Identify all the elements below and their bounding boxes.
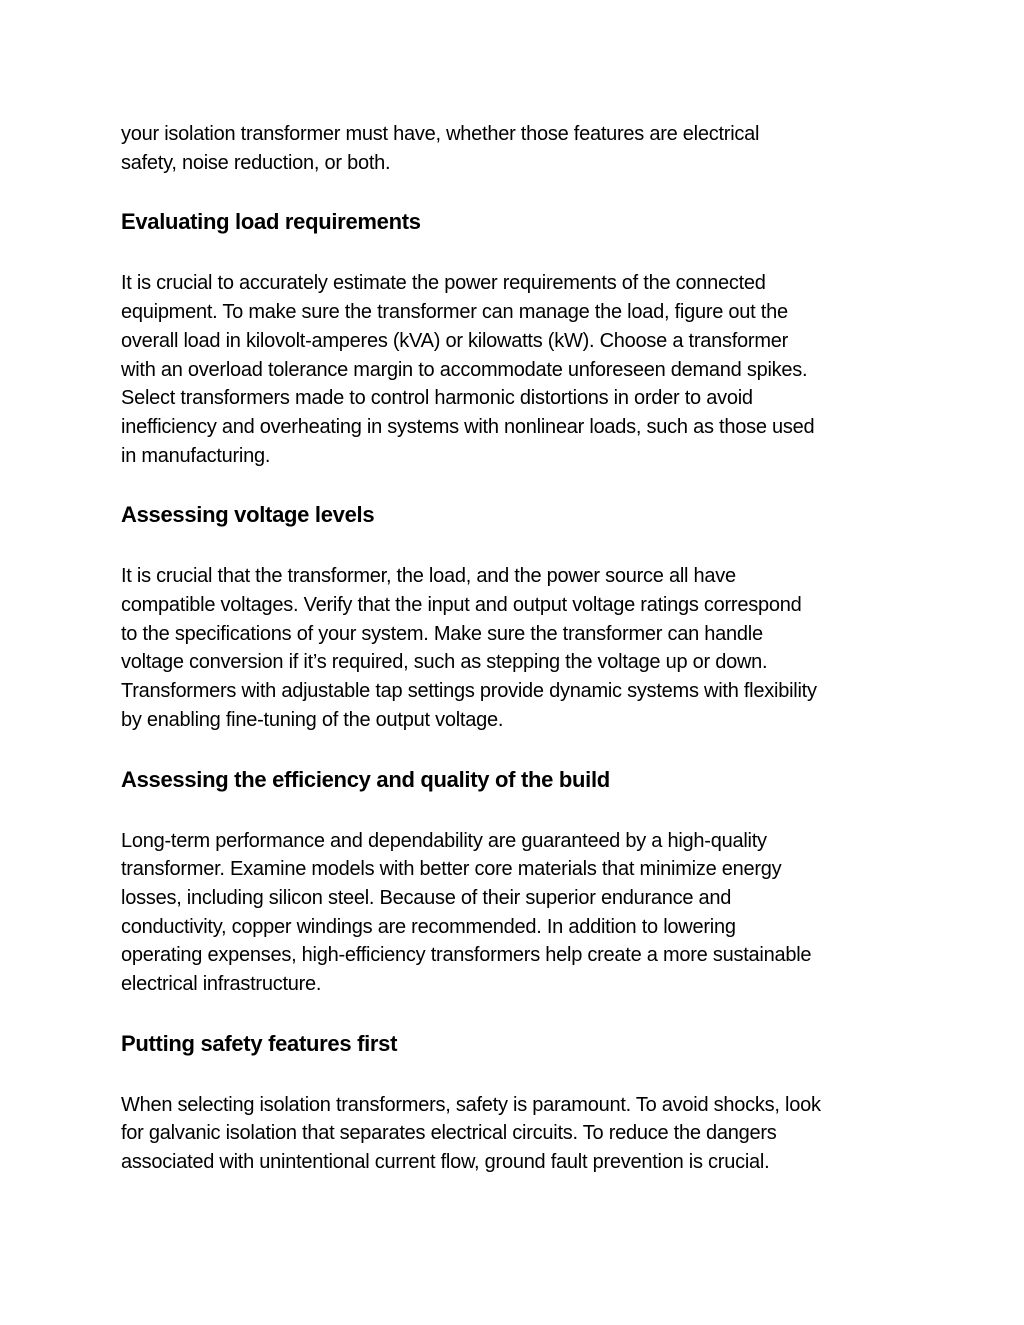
text-line: safety, noise reduction, or both. xyxy=(121,151,391,174)
text-line: by enabling fine-tuning of the output voltage. xyxy=(121,708,504,731)
text-line: transformer. Examine models with better core materials that minimize energy xyxy=(121,858,782,881)
text-line: Long-term performance and dependability are guaranteed by a high-quality xyxy=(121,829,767,852)
text-line: for galvanic isolation that separates electrical circuits. To reduce the dangers xyxy=(121,1122,777,1145)
text-line: electrical infrastructure. xyxy=(121,973,322,996)
text-line: conductivity, copper windings are recommended. In addition to lowering xyxy=(121,915,736,938)
text-line: equipment. To make sure the transformer can manage the load, figure out the xyxy=(121,301,788,324)
text-line: compatible voltages. Verify that the input and output voltage ratings correspond xyxy=(121,594,802,617)
text-line: associated with unintentional current flow, ground fault prevention is crucial. xyxy=(121,1151,770,1174)
text-line: losses, including silicon steel. Because of their superior endurance and xyxy=(121,886,732,909)
text-line: It is crucial to accurately estimate the power requirements of the connected xyxy=(121,272,766,295)
section-paragraph-load-requirements xyxy=(121,269,911,470)
intro-paragraph xyxy=(121,120,911,177)
text-line: Transformers with adjustable tap settings provide dynamic systems with flexibility xyxy=(121,680,817,703)
text-line: overall load in kilovolt-amperes (kVA) or kilowatts (kW). Choose a transformer xyxy=(121,329,789,352)
text-line: inefficiency and overheating in systems with nonlinear loads, such as those used xyxy=(121,415,815,438)
section-heading-efficiency-quality: Assessing the efficiency and quality of the build xyxy=(121,766,610,792)
document-body xyxy=(121,120,911,1177)
section-heading-load-requirements: Evaluating load requirements xyxy=(121,209,421,235)
section-paragraph-safety-features xyxy=(121,1091,911,1177)
text-line: operating expenses, high-efficiency transformers help create a more sustainable xyxy=(121,944,812,967)
section-heading-safety-features: Putting safety features first xyxy=(121,1030,398,1056)
text-line: to the specifications of your system. Make sure the transformer can handle xyxy=(121,622,763,645)
section-paragraph-voltage-levels xyxy=(121,562,911,734)
text-line: with an overload tolerance margin to accommodate unforeseen demand spikes. xyxy=(121,358,808,381)
text-line: It is crucial that the transformer, the load, and the power source all have xyxy=(121,565,736,588)
section-heading-voltage-levels: Assessing voltage levels xyxy=(121,502,375,528)
text-line: voltage conversion if it’s required, such as stepping the voltage up or down. xyxy=(121,651,768,674)
text-line: your isolation transformer must have, whether those features are electrical xyxy=(121,123,760,145)
text-line: Select transformers made to control harmonic distortions in order to avoid xyxy=(121,387,753,410)
text-line: When selecting isolation transformers, safety is paramount. To avoid shocks, look xyxy=(121,1093,821,1116)
section-paragraph-efficiency-quality xyxy=(121,827,911,999)
text-line: in manufacturing. xyxy=(121,444,271,467)
